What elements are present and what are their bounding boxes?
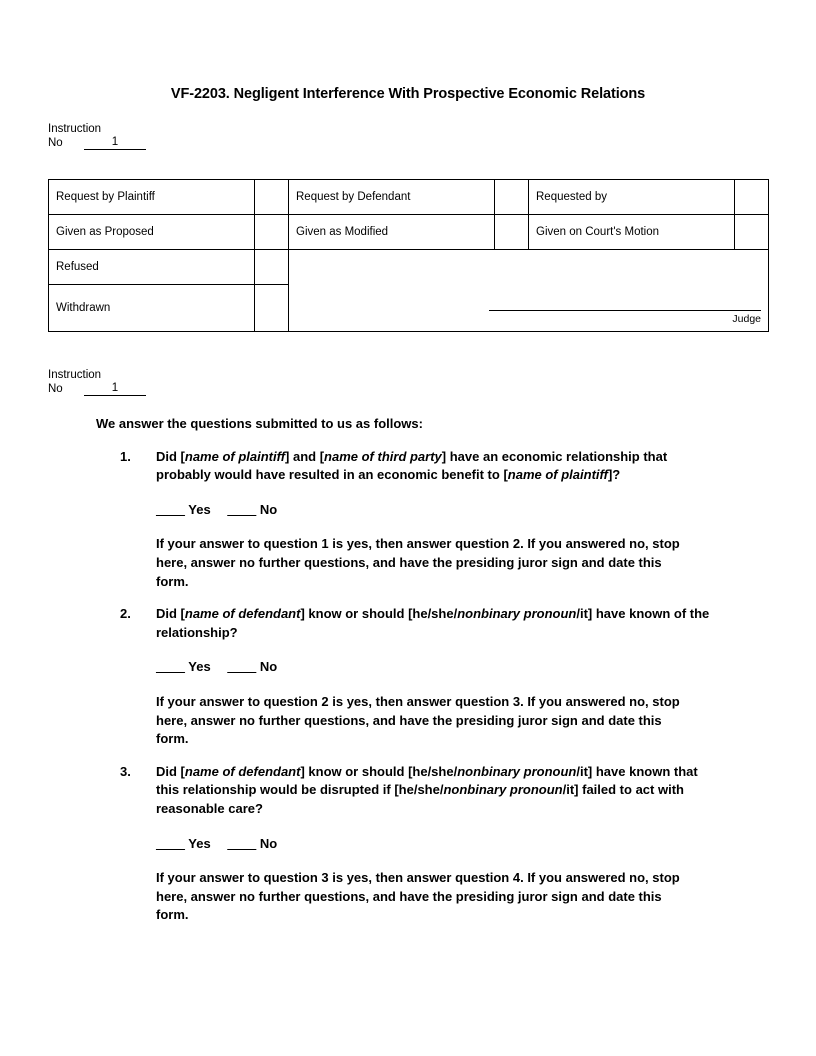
cell-request-by-plaintiff: Request by Plaintiff [49,180,255,215]
yes-label: Yes [184,659,228,675]
no-label: No [256,501,278,517]
checkbox-withdrawn[interactable] [255,285,289,332]
question-text-run: /it] have known that this relationship would be disrupted if [he/she/ [156,763,698,798]
placeholder-token: nonbinary pronoun [457,606,577,622]
judicial-action-table [48,179,769,332]
yes-label: Yes [184,835,228,851]
question-text-run: ] know or should [he/she/ [300,606,458,622]
instruction-number-block-2 [48,368,146,396]
question-text-run: ] have an economic relationship that probably would have resulted in an economic benefit to [ [156,448,668,483]
table-row [49,215,769,250]
instruction-number-block-1 [48,122,146,150]
yes-answer-blank[interactable]: ____ [156,659,185,675]
question-number: 1. [120,448,131,464]
placeholder-token: name of plaintiff [184,448,286,464]
question-text-run: /it] failed to act with reasonable care? [156,782,684,816]
placeholder-token: name of defendant [184,763,301,779]
judge-signature-caption: Judge [732,313,761,325]
placeholder-token: name of third party [324,448,442,464]
table-row [49,180,769,215]
checkbox-given-as-modified[interactable] [495,215,529,250]
checkbox-request-by-defendant[interactable] [495,180,529,215]
answer-line [156,501,768,520]
question-item [120,605,768,642]
question-text-run: /it] have known of the relationship? [156,606,710,640]
table-row [49,250,769,285]
page-title: VF-2203. Negligent Interference With Prospective Economic Relations [170,86,646,102]
no-answer-blank[interactable]: ____ [227,835,257,851]
conditional-instruction: If your answer to question 2 is yes, then answer question 3. If you answered no, stop here, answer no further questions, and have the presiding juror sign and date this form. [156,693,680,747]
no-answer-blank[interactable]: ____ [227,659,257,675]
yes-answer-blank[interactable]: ____ [156,835,185,851]
cell-requested-by: Requested by [529,180,735,215]
no-answer-blank[interactable]: ____ [227,501,257,517]
no-label: No [256,835,278,851]
no-label: No [256,659,278,675]
question-text-run: ] and [ [285,448,325,464]
question-text [156,605,722,642]
cell-withdrawn: Withdrawn [49,285,255,332]
checkbox-request-by-plaintiff[interactable] [255,180,289,215]
placeholder-token: name of plaintiff [507,467,608,483]
instruction-no-label: No [48,383,63,395]
answer-line [156,658,768,677]
question-item [120,448,768,485]
cell-given-as-modified: Given as Modified [289,215,495,250]
question-text [156,448,722,485]
verdict-body [48,415,768,925]
yes-answer-blank[interactable]: ____ [156,501,185,517]
question-number: 2. [120,606,131,622]
verdict-heading: We answer the questions submitted to us as follows: [96,416,423,431]
question-text [156,763,722,819]
placeholder-token: nonbinary pronoun [443,782,563,798]
instruction-label: Instruction [48,369,102,381]
checkbox-refused[interactable] [255,250,289,285]
cell-given-as-proposed: Given as Proposed [49,215,255,250]
placeholder-token: name of defendant [184,606,301,622]
cell-given-on-courts-motion: Given on Court's Motion [529,215,735,250]
question-text-run: Did [ [156,763,185,779]
instruction-label: Instruction [48,123,102,135]
conditional-instruction: If your answer to question 3 is yes, then answer question 4. If you answered no, stop here, answer no further questions, and have the presiding juror sign and date this form. [156,870,680,923]
conditional-instruction: If your answer to question 1 is yes, then answer question 2. If you answered no, stop here, answer no further questions, and have the presiding juror sign and date this form. [156,536,680,589]
judge-signature-line[interactable] [489,310,761,311]
yes-label: Yes [184,501,228,517]
instruction-number-field[interactable]: 1 [84,136,146,150]
question-item [120,763,768,819]
instruction-number-field[interactable]: 1 [84,382,146,396]
question-text-run: Did [ [156,448,185,464]
question-text-run: ] know or should [he/she/ [300,763,458,779]
questions-container [48,448,768,925]
checkbox-given-on-courts-motion[interactable] [735,215,769,250]
answer-line [156,835,768,854]
placeholder-token: nonbinary pronoun [457,763,577,779]
checkbox-given-as-proposed[interactable] [255,215,289,250]
judge-signature-area[interactable] [289,250,769,332]
cell-refused: Refused [49,250,255,285]
question-text-run: ]? [607,467,621,483]
cell-request-by-defendant: Request by Defendant [289,180,495,215]
question-number: 3. [120,763,131,779]
checkbox-requested-by[interactable] [735,180,769,215]
question-text-run: Did [ [156,606,185,622]
instruction-no-label: No [48,137,63,149]
